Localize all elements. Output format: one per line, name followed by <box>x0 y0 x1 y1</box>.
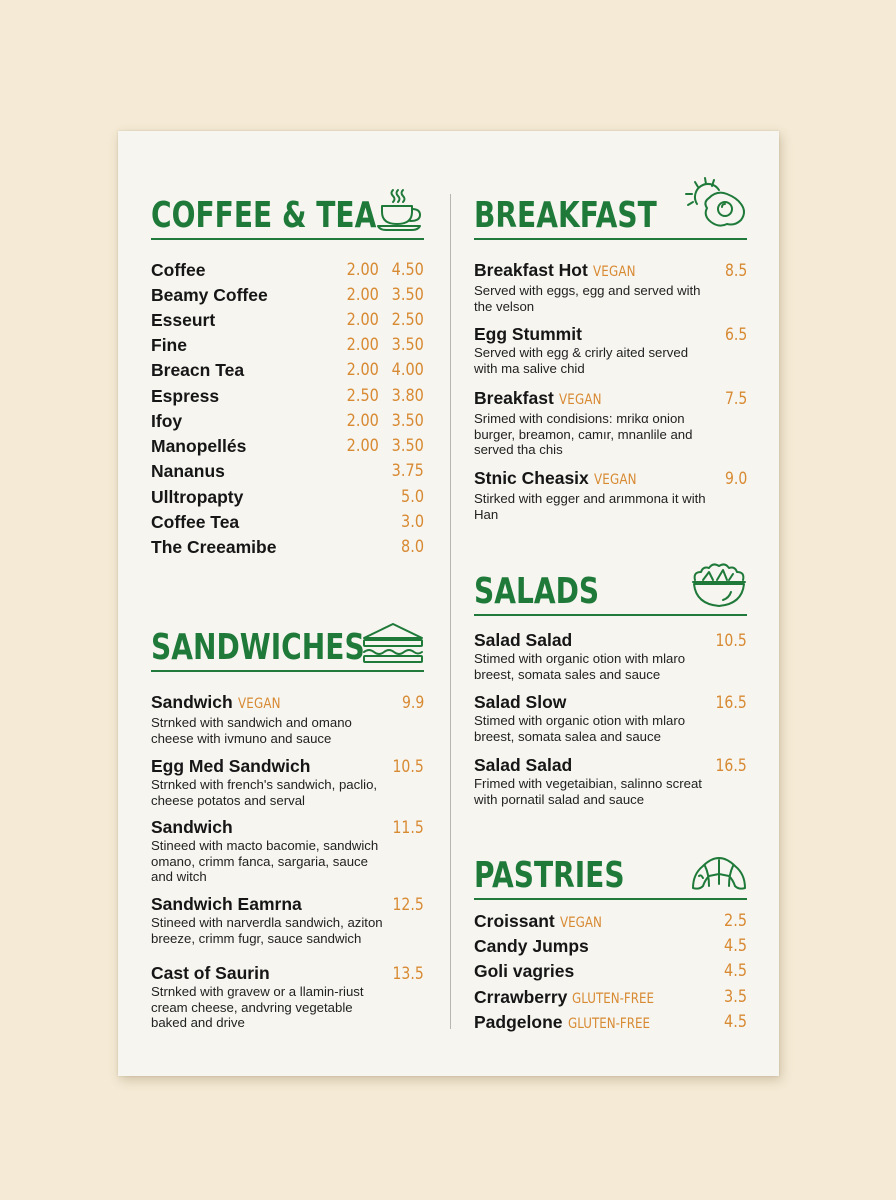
price-small: 2.50 <box>346 386 379 406</box>
price-small: 2.00 <box>346 335 379 355</box>
item-name: Egg Stummit <box>474 324 582 344</box>
item-description: Stirked with egger and arımmona it with Han <box>474 491 706 522</box>
price-small: 2.00 <box>346 411 379 431</box>
item-description: Strnked with sandwich and omano cheese with ivmuno and sauce <box>151 715 352 746</box>
item-name: Sandwich Eamrna <box>151 894 302 914</box>
item-name: Stnic Cheasix <box>474 468 589 488</box>
item-description: Strnked with gravew or a llamin-riust cream cheese, andvring vegetable baked and drive <box>151 984 364 1030</box>
menu-item <box>474 324 747 376</box>
section-header <box>151 190 424 240</box>
vegan-tag: VEGAN <box>593 472 637 488</box>
item-price: 9.0 <box>724 469 747 488</box>
menu-item <box>474 755 747 807</box>
item-name: Beamy Coffee <box>151 285 268 305</box>
menu-item-row <box>151 537 424 558</box>
vegan-tag: VEGAN <box>237 696 281 712</box>
section-coffee-tea <box>151 190 424 240</box>
menu-item-row <box>474 936 747 957</box>
section-title: SALADS <box>474 571 600 612</box>
menu-item-row <box>474 961 747 982</box>
item-price: 16.5 <box>715 693 747 712</box>
item-name: Esseurt <box>151 310 216 330</box>
menu-item-row <box>151 335 424 356</box>
menu-item-row <box>151 512 424 533</box>
section-breakfast <box>474 190 747 240</box>
price-small: 2.00 <box>346 360 379 380</box>
item-price: 4.5 <box>724 961 747 981</box>
menu-item-row <box>151 436 424 457</box>
item-price: 10.5 <box>715 631 747 650</box>
item-price: 10.5 <box>392 757 424 776</box>
item-price: 6.5 <box>724 325 747 344</box>
item-price: 2.5 <box>724 911 747 931</box>
item-name: Croissant <box>474 911 555 931</box>
price-large: 3.50 <box>391 436 424 456</box>
item-price: 11.5 <box>392 818 424 837</box>
item-description: Srimed with condisions: mrikα onion burger, breamon, camır, mnanlile and served tha chis <box>474 411 693 457</box>
item-name: Goli vagries <box>474 961 575 981</box>
vegan-tag: VEGAN <box>559 915 602 931</box>
price-small: 2.00 <box>346 260 379 280</box>
item-name: Ulltropapty <box>151 487 244 507</box>
menu-item-row <box>151 386 424 407</box>
menu-item <box>151 817 424 885</box>
item-name: Coffee <box>151 260 206 280</box>
item-price: 8.5 <box>724 261 747 280</box>
price-large: 3.50 <box>391 411 424 431</box>
menu-item <box>474 630 747 682</box>
price-large: 3.0 <box>401 512 424 532</box>
menu-item-row <box>151 487 424 508</box>
section-header <box>151 622 424 672</box>
vegan-tag: VEGAN <box>558 392 602 408</box>
section-header <box>474 566 747 616</box>
item-price: 16.5 <box>715 756 747 775</box>
price-large: 3.75 <box>391 461 424 481</box>
item-name: Breakfast Hot <box>474 260 588 280</box>
salad-bowl-icon <box>691 562 747 608</box>
item-price: 9.9 <box>401 693 424 712</box>
menu-item <box>474 692 747 744</box>
item-price: 4.5 <box>724 936 747 956</box>
item-description: Stimed with organic otion with mlaro breest, somata salea and sauce <box>474 713 686 744</box>
menu-item-row <box>151 461 424 482</box>
menu-item <box>474 260 747 314</box>
menu-item-row <box>474 987 747 1008</box>
item-name: Nananus <box>151 461 225 481</box>
menu-item-row <box>151 360 424 381</box>
item-name: Ifoy <box>151 411 183 431</box>
menu-item <box>151 963 424 1031</box>
item-price: 4.5 <box>724 1012 747 1032</box>
section-header <box>474 850 747 900</box>
menu-item <box>151 756 424 808</box>
item-description: Served with eggs, egg and served with the velson <box>474 283 701 314</box>
item-name: Sandwich <box>151 817 233 837</box>
gluten-free-tag: GLUTEN-FREE <box>572 991 655 1007</box>
price-small: 2.00 <box>346 310 379 330</box>
menu-item <box>474 468 747 522</box>
item-price: 13.5 <box>392 964 424 983</box>
item-name: Egg Med Sandwich <box>151 756 311 776</box>
gluten-free-tag: GLUTEN-FREE <box>567 1016 650 1032</box>
price-large: 4.50 <box>391 260 424 280</box>
section-salads <box>474 566 747 616</box>
menu-item <box>474 388 747 458</box>
item-name: Padgelone <box>474 1012 563 1032</box>
menu-item-row <box>474 911 747 932</box>
section-pastries <box>474 850 747 900</box>
price-large: 3.80 <box>391 386 424 406</box>
section-title: PASTRIES <box>474 855 625 896</box>
price-large: 8.0 <box>401 537 424 557</box>
section-sandwiches <box>151 622 424 672</box>
item-description: Frimed with vegetaibian, salinno screat with pornatil salad and sauce <box>474 776 702 807</box>
price-small: 2.00 <box>346 285 379 305</box>
menu-item-row <box>151 285 424 306</box>
item-price: 12.5 <box>392 895 424 914</box>
vegan-tag: VEGAN <box>592 264 636 280</box>
price-large: 5.0 <box>401 487 424 507</box>
item-name: Coffee Tea <box>151 512 240 532</box>
price-large: 2.50 <box>391 310 424 330</box>
menu-item-row <box>151 310 424 331</box>
item-description: Served with egg & crirly aited served with ma salive chid <box>474 345 689 376</box>
menu-item-row <box>474 1012 747 1033</box>
item-description: Stimed with organic otion with mlaro breest, somata sales and sauce <box>474 651 686 682</box>
column-divider <box>450 194 451 1029</box>
price-large: 4.00 <box>391 360 424 380</box>
price-small: 2.00 <box>346 436 379 456</box>
price-large: 3.50 <box>391 285 424 305</box>
sun-egg-icon <box>683 176 747 232</box>
item-name: Crrawberry <box>474 987 568 1007</box>
item-name: Espress <box>151 386 220 406</box>
section-title: SANDWICHES <box>151 627 365 668</box>
item-price: 3.5 <box>724 987 747 1007</box>
item-description: Strnked with french's sandwich, paclio, cheese potatos and serval <box>151 777 378 808</box>
item-description: Stineed with narverdla sandwich, aziton breeze, crimm fugr, sauce sandwich <box>151 915 383 946</box>
item-name: Cast of Saurin <box>151 963 270 983</box>
item-name: Breacn Tea <box>151 360 245 380</box>
section-title: COFFEE & TEA <box>151 195 377 236</box>
menu-item <box>151 692 424 746</box>
menu-item-row <box>151 260 424 281</box>
item-name: Salad Slow <box>474 692 567 712</box>
sandwich-icon <box>362 622 424 664</box>
item-price: 7.5 <box>724 389 747 408</box>
item-name: Candy Jumps <box>474 936 589 956</box>
item-name: Fine <box>151 335 187 355</box>
item-description: Stineed with macto bacomie, sandwich omano, crimm fanca, sargaria, sauce and witch <box>151 838 379 884</box>
item-name: Manopellés <box>151 436 247 456</box>
item-name: Sandwich <box>151 692 233 712</box>
section-header <box>474 190 747 240</box>
menu-item-row <box>151 411 424 432</box>
coffee-cup-icon <box>376 188 424 232</box>
item-name: Breakfast <box>474 388 554 408</box>
section-title: BREAKFAST <box>474 195 657 236</box>
price-large: 3.50 <box>391 335 424 355</box>
item-name: Salad Salad <box>474 755 573 775</box>
menu-item <box>151 894 424 946</box>
croissant-icon <box>691 856 747 892</box>
item-name: The Creeamibe <box>151 537 277 557</box>
item-name: Salad Salad <box>474 630 573 650</box>
